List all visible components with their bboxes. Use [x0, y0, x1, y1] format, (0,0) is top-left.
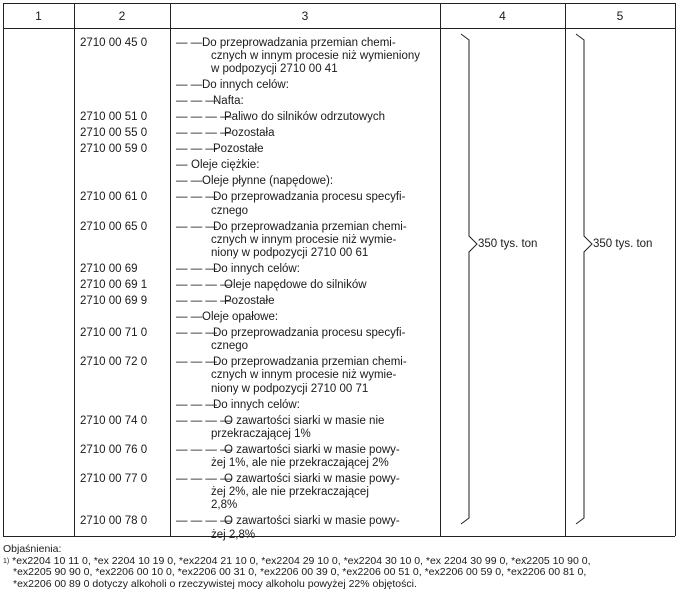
- description-line: Do innych celów:: [213, 398, 300, 411]
- description-line: cznego: [211, 340, 249, 353]
- bracket-col-5: [570, 28, 600, 528]
- indent-dashes: — — — —: [176, 414, 232, 427]
- footnote-marker: 1): [3, 557, 10, 565]
- description-line: O zawartości siarki w masie nie: [224, 414, 385, 427]
- tariff-code: 2710 00 65 0: [80, 220, 148, 233]
- indent-dashes: — —: [176, 175, 203, 188]
- tariff-code: 2710 00 61 0: [80, 191, 148, 204]
- description-line: Do innych celów:: [213, 263, 300, 275]
- description-line: w podpozycji 2710 00 41: [211, 63, 338, 76]
- notes-line-1-text: *ex2204 10 11 0, *ex 2204 10 19 0, *ex2204 21 10 0, *ex2204 29 10 0, *ex2204 30 10 0, *ex 2204 30 99 0, *ex2205 10 90 0,: [12, 554, 591, 567]
- tariff-code: 2710 00 78 0: [80, 515, 148, 528]
- description-line: żej 2,8%: [211, 528, 256, 541]
- quota-col-4: 350 tys. ton: [478, 238, 538, 250]
- indent-dashes: — —: [176, 37, 203, 49]
- tariff-code: 2710 00 69 1: [80, 279, 148, 291]
- indent-dashes: — — —: [176, 356, 217, 369]
- indent-dashes: — — —: [176, 143, 217, 156]
- description-line: Pozostała: [224, 127, 275, 140]
- description-line: cznych w innym procesie niż wymie-: [211, 233, 397, 246]
- description-line: Do przeprowadzania przemian chemi-: [213, 356, 407, 369]
- table-top-border: [3, 3, 675, 4]
- description-line: Do przeprowadzania procesu specyfi-: [213, 327, 406, 339]
- quota-col-5: 350 tys. ton: [593, 238, 653, 250]
- description-line: Do przeprowadzania przemian chemi-: [202, 37, 396, 49]
- description-line: O zawartości siarki w masie powy-: [224, 515, 400, 528]
- description-line: cznego: [211, 204, 249, 217]
- description-line: przekraczającej 1%: [211, 427, 311, 440]
- tariff-code: 2710 00 69: [80, 263, 138, 275]
- description-line: Do przeprowadzania przemian chemi-: [213, 220, 407, 233]
- description-line: cznych w innym procesie niż wymie-: [211, 369, 397, 382]
- description-line: cznych w innym procesie niż wymieniony: [211, 50, 420, 63]
- indent-dashes: — — — —: [176, 279, 232, 291]
- indent-dashes: — — —: [176, 398, 217, 411]
- column-divider-3-4: [440, 3, 441, 536]
- tariff-code: 2710 00 74 0: [80, 414, 148, 427]
- description-line: żej 2%, ale nie przekraczającej: [211, 486, 369, 499]
- indent-dashes: — —: [176, 311, 203, 323]
- indent-dashes: — — —: [176, 327, 217, 339]
- tariff-code: 2710 00 77 0: [80, 473, 148, 485]
- tariff-code: 2710 00 76 0: [80, 443, 148, 456]
- tariff-code: 2710 00 51 0: [80, 111, 148, 124]
- notes-heading: Objaśnienia:: [3, 543, 62, 555]
- tariff-code: 2710 00 72 0: [80, 356, 148, 369]
- tariff-code: 2710 00 69 9: [80, 295, 148, 307]
- description-line: Oleje opałowe:: [202, 311, 279, 323]
- tariff-code: 2710 00 55 0: [80, 127, 148, 140]
- indent-dashes: — — —: [176, 95, 217, 108]
- description-line: Oleje płynne (napędowe):: [202, 175, 334, 188]
- table-left-border: [3, 3, 4, 536]
- description-line: Oleje napędowe do silników: [224, 279, 367, 291]
- description-line: 2,8%: [211, 499, 238, 512]
- header-col-3: 3: [301, 9, 309, 23]
- description-line: Pozostałe: [213, 143, 264, 156]
- table-right-border: [675, 3, 676, 536]
- header-col-1: 1: [35, 9, 42, 23]
- description-line: żej 1%, ale nie przekraczającej 2%: [211, 457, 389, 469]
- description-line: Do przeprowadzania procesu specyfi-: [213, 191, 406, 204]
- indent-dashes: — —: [176, 79, 203, 92]
- header-col-4: 4: [499, 9, 506, 23]
- description-line: Pozostałe: [224, 295, 275, 307]
- notes-line-2: *ex2205 90 90 0, *ex2206 00 10 0, *ex2206 00 31 0, *ex2206 00 39 0, *ex2206 00 51 0, *ex2206 00 59 0, *ex2206 00 81 0,: [13, 566, 587, 578]
- header-col-2: 2: [118, 9, 126, 23]
- bracket-col-4: [455, 28, 485, 528]
- column-divider-4-5: [565, 3, 566, 536]
- description-line: Do innych celów:: [202, 79, 289, 92]
- column-divider-2-3: [170, 3, 171, 536]
- indent-dashes: — — — —: [176, 515, 232, 528]
- indent-dashes: — — —: [176, 220, 217, 233]
- table-bottom-border: [3, 536, 675, 537]
- column-divider-1-2: [74, 3, 75, 536]
- tariff-code: 2710 00 45 0: [80, 37, 148, 49]
- indent-dashes: — — — —: [176, 443, 232, 456]
- notes-line-3: *ex2206 00 89 0 dotyczy alkoholi o rzeczywistej mocy alkoholu powyżej 22% objętości.: [13, 577, 417, 590]
- indent-dashes: —: [176, 159, 188, 172]
- indent-dashes: — — — —: [176, 127, 232, 140]
- header-col-5: 5: [616, 9, 624, 23]
- description-line: O zawartości siarki w masie powy-: [224, 443, 400, 456]
- tariff-code: 2710 00 71 0: [80, 327, 148, 339]
- indent-dashes: — — —: [176, 263, 217, 275]
- description-line: Oleje ciężkie:: [191, 159, 260, 172]
- description-line: niony w podpozycji 2710 00 71: [211, 382, 369, 395]
- description-line: Paliwo do silników odrzutowych: [224, 111, 386, 124]
- tariff-code: 2710 00 59 0: [80, 143, 148, 156]
- indent-dashes: — — — —: [176, 111, 232, 124]
- footnotes: [3, 544, 675, 590]
- description-line: Nafta:: [213, 95, 244, 108]
- indent-dashes: — — — —: [176, 473, 232, 485]
- description-line: O zawartości siarki w masie powy-: [224, 473, 400, 485]
- description-line: niony w podpozycji 2710 00 61: [211, 247, 369, 259]
- indent-dashes: — — —: [176, 191, 217, 204]
- indent-dashes: — — — —: [176, 295, 232, 307]
